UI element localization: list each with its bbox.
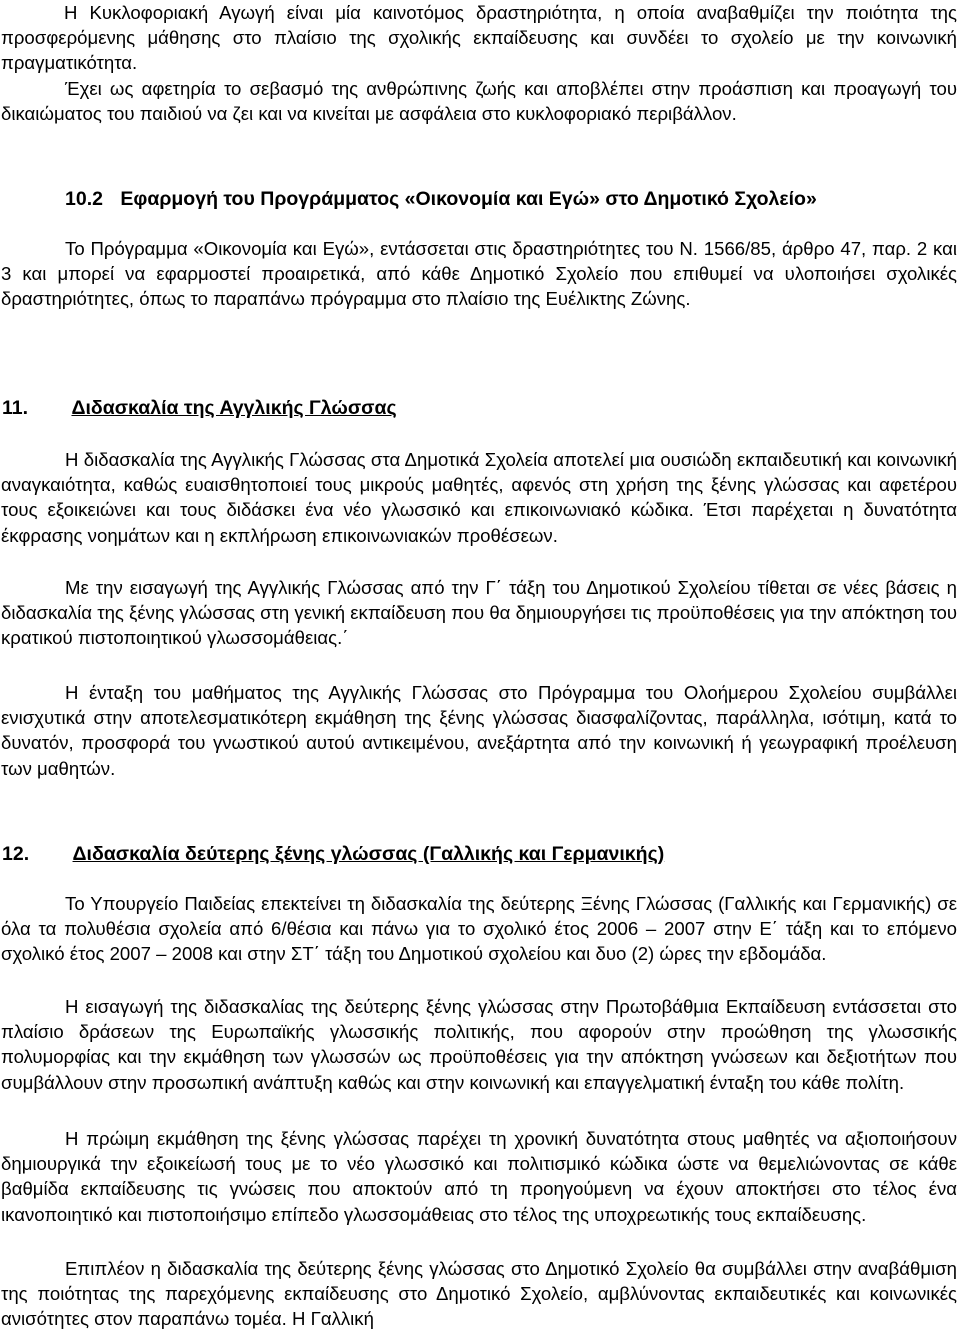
section-10-title: Εφαρμογή του Προγράμματος «Οικονομία και Εγώ» στο Δημοτικό Σχολείο» bbox=[120, 188, 817, 210]
intro-paragraph-1 bbox=[0, 0, 960, 76]
intro-paragraph-1-text: Η Κυκλοφοριακή Αγωγή είναι μία καινοτόμος δραστηριότητα, η οποία αναβαθμίζει την ποιότητα της προσφερόμενης μάθησης στο πλαίσιο της σχολικής εκπαίδευσης και συνδέει το σχολείο με την κοινωνική πραγματικότητα. bbox=[1, 2, 957, 74]
intro-paragraph-2: Έχει ως αφετηρία το σεβασμό της ανθρώπινης ζωής και αποβλέπει στην προάσπιση και προαγωγή του δικαιώματος του παιδιού να ζει και να κινείται με ασφάλεια στο κυκλοφοριακό περιβάλλον. bbox=[1, 78, 957, 125]
section-10-paragraph: Το Πρόγραμμα «Οικονομία και Εγώ», εντάσσεται στις δραστηριότητες του Ν. 1566/85, άρθρο 47, παρ. 2 και 3 και μπορεί να εφαρμοστεί προαιρετικά, από κάθε Δημοτικό Σχολείο που επιθυμεί να υλοποιήσει σχολικές δραστηριότητες, όπως το παραπάνω πρόγραμμα στο πλαίσιο της Ευέλικτης Ζώνης. bbox=[1, 238, 957, 310]
section-11-paragraph-2: Με την εισαγωγή της Αγγλικής Γλώσσας από την Γ΄ τάξη του Δημοτικού Σχολείου τίθεται σε νέες βάσεις η διδασκαλία της ξένης γλώσσας στη γενική εκπαίδευση που θα δημιουργήσει τις προϋποθέσεις για την απόκτηση του κρατικού πιστοποιητικού γλωσσομάθειας.΄ bbox=[1, 577, 957, 649]
section-12-heading bbox=[2, 842, 664, 866]
section-11-title: Διδασκαλία της Αγγλικής Γλώσσας bbox=[71, 397, 397, 419]
section-12-paragraph-2: Η εισαγωγή της διδασκαλίας της δεύτερης ξένης γλώσσας στην Πρωτοβάθμια Εκπαίδευση εντάσσεται στο πλαίσιο δράσεων της Ευρωπαϊκής γλωσσικής πολιτικής, που αφορούν στην προώθηση της γλωσσικής πολυμορφίας και την εκμάθηση των γλωσσών ως προϋποθέσεις για την απόκτηση γνώσεων και δεξιοτήτων που συμβάλλουν στην προσωπική ανάπτυξη καθώς και στην κοινωνική και επαγγελματική ένταξη του κάθε πολίτη. bbox=[1, 996, 957, 1093]
section-12-paragraph-4: Επιπλέον η διδασκαλία της δεύτερης ξένης γλώσσας στο Δημοτικό Σχολείο θα συμβάλλει στην αναβάθμιση της ποιότητας της παρεχόμενης εκπαίδευσης στο Δημοτικό Σχολείο, αμβλύνοντας εκπαιδευτικές και κοινωνικές ανισότητες στον παραπάνω τομέα. Η Γαλλική bbox=[1, 1258, 957, 1330]
section-10-number: 10.2 bbox=[65, 188, 103, 210]
section-11-paragraph-3: Η ένταξη του μαθήματος της Αγγλικής Γλώσσας στο Πρόγραμμα του Ολοήμερου Σχολείου συμβάλλει ενισχυτικά στην αποτελεσματικότερη εκμάθηση της ξένης γλώσσας διασφαλίζοντας, παράλληλα, ισότιμη, κατά το δυνατόν, προσφορά του γνωστικού αυτού αντικειμένου, ανεξάρτητα από την κοινωνική ή γεωγραφική προέλευση των μαθητών. bbox=[1, 682, 957, 779]
section-11-number: 11. bbox=[2, 397, 29, 419]
section-12-title: Διδασκαλία δεύτερης ξένης γλώσσας (Γαλλικής και Γερμανικής) bbox=[72, 843, 665, 865]
section-12-paragraph-1: Το Υπουργείο Παιδείας επεκτείνει τη διδασκαλία της δεύτερης Ξένης Γλώσσας (Γαλλικής και Γερμανικής) σε όλα τα πολυθέσια σχολεία από 6/θέσια και πάνω για το σχολικό έτος 2006 – 2007 στην Ε΄ τάξη και το επόμενο σχολικό έτος 2007 – 2008 και στην ΣΤ΄ τάξη του Δημοτικού σχολείου και δυο (2) ώρες την εβδομάδα. bbox=[1, 893, 957, 965]
section-11-heading bbox=[2, 396, 397, 420]
section-10-heading bbox=[65, 187, 817, 211]
section-12-number: 12. bbox=[2, 843, 30, 865]
section-12-paragraph-3: Η πρώιμη εκμάθηση της ξένης γλώσσας παρέχει τη χρονική δυνατότητα στους μαθητές να αξιοποιήσουν δημιουργικά την εξοικείωσή τους με το νέο γλωσσικό και πολιτισμικό κώδικα ώστε να θεμελιώνοντας σε κάθε βαθμίδα εκπαίδευσης τις γνώσεις που αποκτούν από τη προηγούμενη να έχουν αποκτήσει στο τέλος ένα ικανοποιητικό και πιστοποιήσιμο επίπεδο γλωσσομάθειας στο τέλος της υποχρεωτικής τους εκπαίδευσης. bbox=[1, 1128, 957, 1225]
section-11-paragraph-1: Η διδασκαλία της Αγγλικής Γλώσσας στα Δημοτικά Σχολεία αποτελεί μια ουσιώδη εκπαιδευτική και κοινωνική αναγκαιότητα, καθώς ευαισθητοποιεί τους μικρούς μαθητές, αφενός στη χρήση της ξένης γλώσσας και αφετέρου τους εξοικειώνει και τους διδάσκει ένα νέο γλωσσικό και επικοινωνιακό κώδικα. Έτσι παρέχεται η δυνατότητα έκφρασης νοημάτων και η εκπλήρωση επικοινωνιακών προθέσεων. bbox=[1, 449, 957, 546]
